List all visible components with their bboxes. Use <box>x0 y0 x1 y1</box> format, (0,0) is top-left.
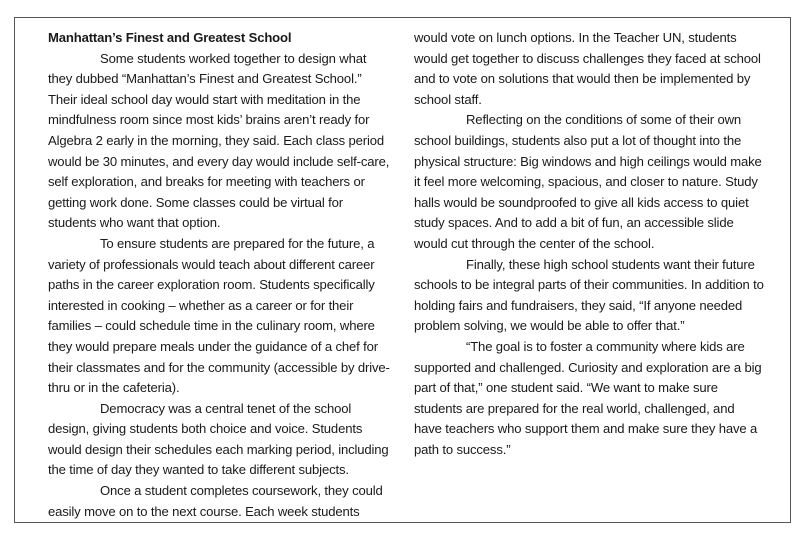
paragraph-coursework: Once a student completes coursework, they could easily move on to the next course. Each week students <box>48 483 383 519</box>
paragraph-community: Finally, these high school students want their future schools to be integral parts of their communities. In addition to holding fairs and fundraisers, they said, “If anyone needed problem solving, we would be able to offer that.” <box>414 256 764 334</box>
paragraph-career: To ensure students are prepared for the future, a variety of professionals would teach about different career paths in the career exploration room. Students specifically interested in cooking – whether as a career or for their families – could schedule time in the culinary room, where they would prepare meals under the guidance of a chef for their classmates and for the community (accessible by drive-thru or in the cafeteria). <box>48 235 390 396</box>
paragraph-democracy: Democracy was a central tenet of the school design, giving students both choice and voice. Students would design their schedules each marking period, including the time of day they wanted to take different subjects. <box>48 400 389 478</box>
paragraph-intro: Some students worked together to design what they dubbed “Manhattan’s Finest and Greatest School.” Their ideal school day would start with meditation in the mindfulness room since most kids’ brains aren’t ready for Algebra 2 early in the morning, they said. Each class period would be 30 minutes, and every day would include self-care, self exploration, and breaks for meeting with teachers or getting work done. Some classes could be virtual for students who want that option. <box>48 50 390 231</box>
right-column <box>414 28 764 460</box>
paragraph-quote: “The goal is to foster a community where kids are supported and challenged. Curiosity and exploration are a big part of that,” one student said. “We want to make sure students are prepared for the real world, challenged, and have teachers who support them and make sure they have a path to success.” <box>414 338 762 457</box>
article-box <box>14 17 791 523</box>
paragraph-coursework-continued: would vote on lunch options. In the Teacher UN, students would get together to discuss challenges they faced at school and to vote on solutions that would then be implemented by school staff. <box>414 30 761 107</box>
article-title: Manhattan’s Finest and Greatest School <box>48 30 292 45</box>
paragraph-physical-structure: Reflecting on the conditions of some of their own school buildings, students also put a lot of thought into the physical structure: Big windows and high ceilings would make it feel more welcoming, spacious, and closer to nature. Study halls would be soundproofed to give all kids access to quiet study spaces. And to add a bit of fun, an accessible slide would cut through the center of the school. <box>414 112 762 251</box>
left-column <box>48 28 393 522</box>
